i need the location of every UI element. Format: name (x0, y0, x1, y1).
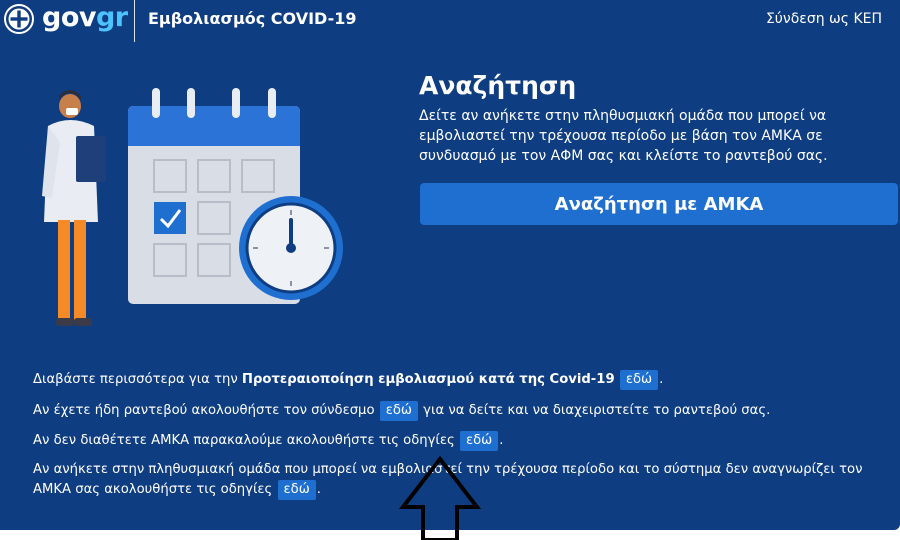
kep-login-link[interactable]: Σύνδεση ως ΚΕΠ (765, 11, 882, 27)
info-line-appointment: Αν έχετε ήδη ραντεβού ακολουθήστε τον σύνδεσμο εδώ για να δείτε και να διαχειριστείτε το ραντεβού σας. (33, 401, 770, 421)
header-divider (134, 0, 135, 42)
doctor-illustration (42, 90, 106, 326)
up-arrow-icon (395, 455, 485, 540)
info-line-priority: Διαβάστε περισσότερα για την Προτεραιοποίηση εμβολιασμού κατά της Covid-19 εδώ . (33, 370, 663, 390)
not-recognized-here-link[interactable]: εδώ (278, 480, 316, 500)
govgr-logo[interactable]: govgr (42, 2, 128, 33)
priority-here-link[interactable]: εδώ (620, 370, 658, 390)
appointment-here-link[interactable]: εδώ (380, 401, 418, 421)
page-title: Εμβολιασμός COVID-19 (148, 9, 357, 28)
no-amka-here-link[interactable]: εδώ (460, 431, 498, 451)
search-amka-button[interactable]: Αναζήτηση με ΑΜΚΑ (420, 183, 898, 225)
clock-icon (239, 196, 343, 300)
info-line-not-recognized: Αν ανήκετε στην πληθυσμιακή ομάδα που μπορεί να εμβολιαστεί την τρέχουσα περίοδο και το σύστημα δεν αναγνωρίζει τον ΑΜΚΑ σας ακολουθήστε τις οδηγίες εδώ . (33, 460, 893, 500)
search-description: Δείτε αν ανήκετε στην πληθυσμιακή ομάδα που μπορεί να εμβολιαστεί την τρέχουσα περίοδο με βάση τον ΑΜΚΑ σε συνδυασμό με τον ΑΦΜ σας και κλείστε το ραντεβού σας. (419, 108, 828, 164)
top-header (0, 0, 900, 44)
info-line-no-amka: Αν δεν διαθέτετε ΑΜΚΑ παρακαλούμε ακολουθήστε τις οδηγίες εδώ . (33, 431, 503, 451)
search-title: Αναζήτηση (419, 71, 577, 100)
vaccination-illustration (32, 70, 352, 350)
govgr-emblem-icon[interactable] (4, 4, 34, 34)
